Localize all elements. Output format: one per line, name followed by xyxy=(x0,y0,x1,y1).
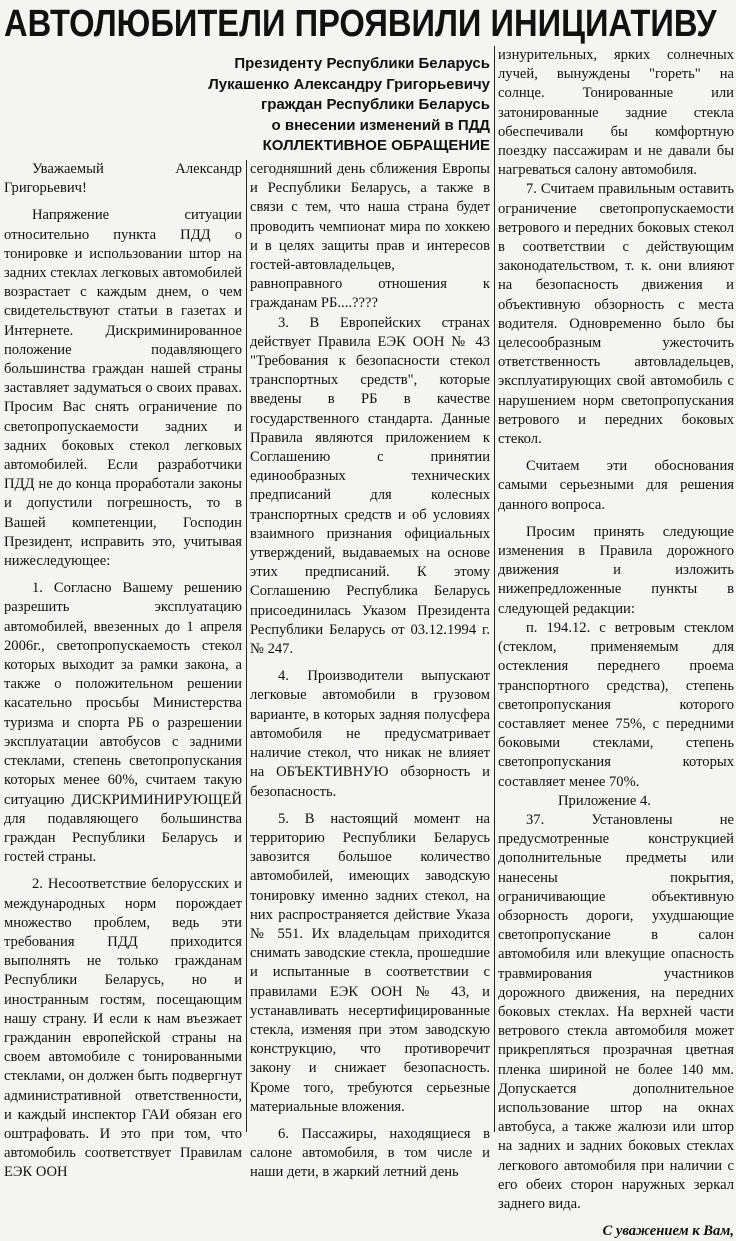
paragraph: 5. В настоящий момент на территорию Республики Беларусь завозится большое количество автомобилей, имеющих заводскую тонировку именно задних стекол, на них распространяется действие Указа № 551. Их владельцам приходится снимать заводские стекла, прошедшие и испытанные в соответствии с правилами ЕЭК ООН № 43, и устанавливать несертифицированные стекла, изменяя при этом заводскую конструкцию, что противоречит закону и снижает безопасность. Кроме того, требуются серьезные материальные вложения. xyxy=(250,810,490,1115)
address-line: о внесении изменений в ПДД xyxy=(271,116,490,134)
paragraph: изнурительных, ярких солнечных лучей, вынуждены "гореть" на солнце. Тонированные или затонированные задние стекла обеспечивали бы комфортную поездку пассажирам и не давали бы нагреваться салону автомобиля. xyxy=(498,47,734,179)
paragraph: Считаем эти обоснования самыми серьезными для решения данного вопроса. xyxy=(498,458,734,513)
address-line: КОЛЛЕКТИВНОЕ ОБРАЩЕНИЕ xyxy=(262,137,490,154)
paragraph: 7. Считаем правильным оставить ограничение светопропускаемости ветрового и передних боковых стекол в соответствии с действующим законодательством, т. к. они влияют на безопасность движения и объективную обзорность с места водителя. Одновременно было бы целесообразным ужесточить ответственность автовладельцев, эксплуатирующих свой автомобиль с нарушением норм светопропускания ветрового и передних боковых стекол. xyxy=(498,181,734,448)
paragraph: сегодняшний день сближения Европы и Республики Беларусь, а также в связи с тем, что наша страна будет проводить чемпионат мира по хоккею и в целях защиты прав и интересов гостей-автовладельцев, равноправного отношения к гражданам РБ....???? xyxy=(250,161,490,312)
appendix-label: Приложение 4. xyxy=(558,792,651,809)
address-line: Президенту Республики Беларусь xyxy=(234,55,490,72)
paragraph: 2. Несоответствие белорусских и международных норм порождает множество проблем, ведь эти требования ПДД приходится выполнять не только гражданам Республики Беларусь, но и иностранным гостям, посещающим нашу страну. И если к нам въезжает гражданин европейской страны на своем автомобиле с тонированными стеклами, он должен быть подвергнут административной ответственности, и каждый инспектор ГАИ обязан его оштрафовать. И это при том, что автомобиль соответствует Правилам ЕЭК ООН xyxy=(4,876,242,1181)
column-divider xyxy=(494,46,495,1132)
paragraph: 4. Производители выпускают легковые автомобили в грузовом варианте, в которых задняя полусфера автомобиля не предусматривает наличие стекол, что никак не влияет на ОБЪЕКТИВНУЮ обзорность и безопасность. xyxy=(250,668,490,800)
paragraph: 6. Пассажиры, находящиеся в салоне автомобиля, в том числе и наши дети, в жаркий летний день xyxy=(250,1125,490,1181)
paragraph: 37. Установлены не предусмотренные конструкцией дополнительные предметы или нанесены покрытия, ограничивающие объективную обзорность дороги, ухудшающие светопропускание в салон автомобиля или влекущие опасность травмирования участников дорожного движения, на передних боковых стеклах. На верхней части ветрового стекла автомобиля может прикрепляться прозрачная цветная пленка шириной не более 140 мм. Допускается дополнительное использование штор на окнах автобуса, а также жалюзи или штор на задних и задних боковых стеклах легкового автомобиля при наличии с его обеих сторон наружных зеркал заднего вида. xyxy=(498,811,734,1212)
paragraph: 3. В Европейских странах действует Правила ЕЭК ООН № 43 "Требования к безопасности стекол транспортных средств", которые введены в РБ в качестве государственного стандарта. Данные Правила являются приложением к Соглашению с принятии единообразных технических предписаний для колесных транспортных средств и об условиях взаимного признания официальных утверждений, выдаваемых на основе этих предписаний. К этому Соглашению Республика Беларусь присоединилась Указом Президента Республики Беларусь от 03.12.1994 г. № 247. xyxy=(250,314,490,658)
paragraph: 1. Согласно Вашему решению разрешить эксплуатацию автомобилей, ввезенных до 1 апреля 2006г., светопропускаемость стекол которых выходит за рамки закона, а также о положительном решении касательно просьбы Министерства туризма и спорта РБ о разрешении эксплуатации автобусов с задними стеклами, степень светопропускания которых менее 60%, считаем такую ситуацию ДИСКРИМИНИРУЮЩЕЙ для подавляющего большинства граждан Республики Беларусь и гостей страны. xyxy=(4,580,242,866)
paragraph: п. 194.12. с ветровым стеклом (стеклом, применяемым для остекления переднего проема транспортного средства), степень светопропускания которого составляет менее 75%, с передними боковыми стеклами, степень светопропускания которых составляет менее 70%. xyxy=(498,619,734,790)
paragraph: Просим принять следующие изменения в Правила дорожного движения и изложить нижепредложенные пункты в следующей редакции: xyxy=(498,523,734,617)
column-1 xyxy=(4,160,242,1181)
address-block xyxy=(150,54,490,157)
address-line: Лукашенко Александру Григорьевичу xyxy=(208,75,490,93)
column-divider xyxy=(246,160,247,1132)
column-2 xyxy=(250,160,490,1181)
column-3 xyxy=(498,46,734,1240)
address-line: граждан Республики Беларусь xyxy=(260,96,490,113)
headline: АВТОЛЮБИТЕЛИ ПРОЯВИЛИ ИНИЦИАТИВУ xyxy=(4,3,717,45)
closing-signature: С уважением к Вам, xyxy=(602,1223,734,1240)
paragraph: Напряжение ситуации относительно пункта ПДД о тонировке и использовании штор на задних стеклах легковых автомобилей возрастает с каждым днем, о чем свидетельствуют статьи в газетах и Интернете. Дискриминированное положение подавляющего большинства граждан нашей страны заставляет задуматься о своих правах. Просим Вас снять ограничение по светопропускаемости задних и задних боковых стекол легковых автомобилей. Если разработчики ПДД не до конца проработали законы и допустили погрешность, то в Вашей компетенции, Господин Президент, исправить это, учитывая нижеследующее: xyxy=(4,207,242,570)
salutation: Уважаемый Александр Григорьевич! xyxy=(4,161,242,197)
